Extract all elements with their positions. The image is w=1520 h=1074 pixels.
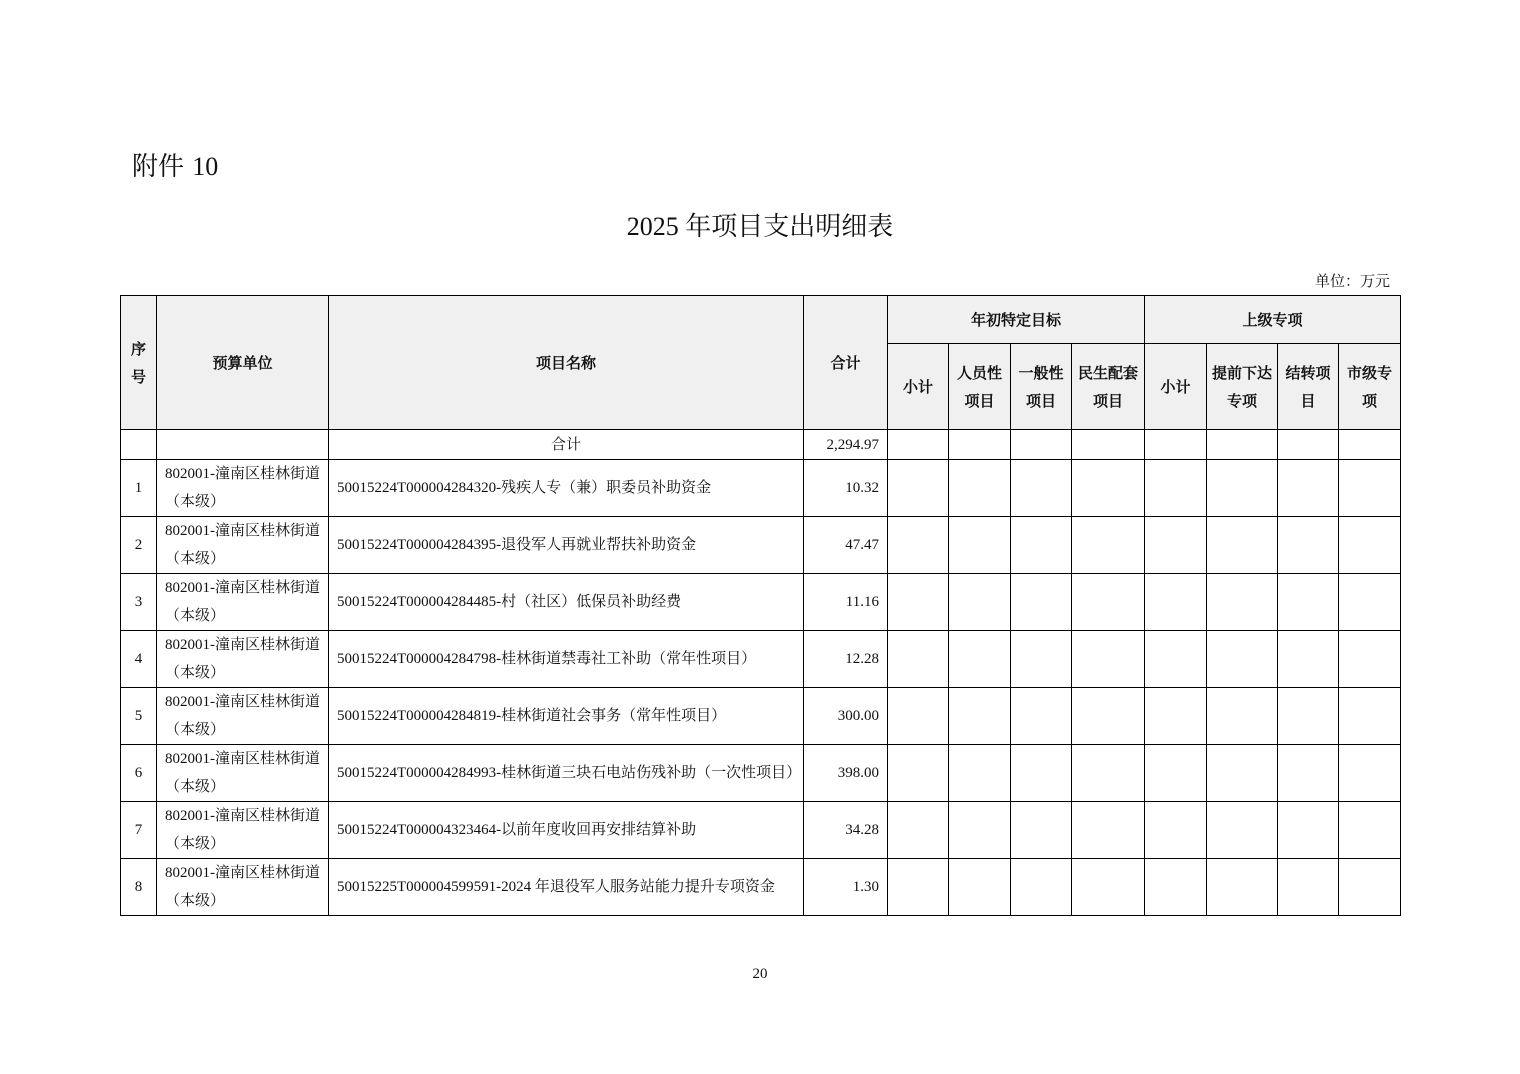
header-target-personnel: 人员性项目 [949, 344, 1011, 430]
row-project-name: 50015224T000004284798-桂林街道禁毒社工补助（常年性项目） [329, 631, 804, 688]
row-budget-unit: 802001-潼南区桂林街道（本级） [157, 517, 329, 574]
table-row [121, 859, 1401, 916]
row-project-name: 50015224T000004323464-以前年度收回再安排结算补助 [329, 802, 804, 859]
row-budget-unit: 802001-潼南区桂林街道（本级） [157, 574, 329, 631]
unit-label: 单位：万元 [1314, 274, 1390, 290]
row-budget-unit: 802001-潼南区桂林街道（本级） [157, 631, 329, 688]
row-seq: 6 [121, 745, 157, 802]
row-amount: 11.16 [804, 574, 888, 631]
header-project-name: 项目名称 [329, 296, 804, 430]
row-project-name: 50015224T000004284320-残疾人专（兼）职委员补助资金 [329, 460, 804, 517]
row-amount: 34.28 [804, 802, 888, 859]
header-special-advance: 提前下达专项 [1207, 344, 1278, 430]
header-target-general: 一般性项目 [1011, 344, 1072, 430]
page-title: 2025 年项目支出明细表 [626, 212, 894, 241]
row-budget-unit: 802001-潼南区桂林街道（本级） [157, 688, 329, 745]
row-amount: 12.28 [804, 631, 888, 688]
table-row [121, 517, 1401, 574]
header-special-subtotal: 小计 [1145, 344, 1207, 430]
row-project-name: 50015224T000004284395-退役军人再就业帮扶补助资金 [329, 517, 804, 574]
total-amount: 2,294.97 [804, 430, 888, 460]
header-budget-unit: 预算单位 [157, 296, 329, 430]
table-row [121, 745, 1401, 802]
table-row [121, 631, 1401, 688]
header-special-carryover: 结转项目 [1278, 344, 1339, 430]
row-amount: 300.00 [804, 688, 888, 745]
page-number: 20 [752, 966, 768, 982]
row-project-name: 50015224T000004284993-桂林街道三块石电站伤残补助（一次性项目） [329, 745, 804, 802]
row-seq: 8 [121, 859, 157, 916]
row-project-name: 50015224T000004284485-村（社区）低保员补助经费 [329, 574, 804, 631]
row-budget-unit: 802001-潼南区桂林街道（本级） [157, 859, 329, 916]
total-seq-cell [121, 430, 157, 460]
attachment-number: 10 [192, 152, 219, 181]
table-row [121, 802, 1401, 859]
row-amount: 47.47 [804, 517, 888, 574]
header-target-livelihood: 民生配套项目 [1072, 344, 1145, 430]
header-total: 合计 [804, 296, 888, 430]
total-unit-cell [157, 430, 329, 460]
header-row-1 [121, 296, 1401, 344]
attachment-label [132, 146, 218, 183]
row-amount: 398.00 [804, 745, 888, 802]
row-seq: 2 [121, 517, 157, 574]
header-group-target: 年初特定目标 [888, 296, 1145, 344]
header-special-city: 市级专项 [1339, 344, 1401, 430]
row-seq: 4 [121, 631, 157, 688]
row-budget-unit: 802001-潼南区桂林街道（本级） [157, 802, 329, 859]
header-group-special: 上级专项 [1145, 296, 1401, 344]
row-amount: 10.32 [804, 460, 888, 517]
project-expenditure-table [120, 295, 1401, 916]
row-amount: 1.30 [804, 859, 888, 916]
total-label: 合计 [329, 430, 804, 460]
total-row [121, 430, 1401, 460]
table-row [121, 688, 1401, 745]
attachment-word: 附件 [132, 152, 185, 182]
row-seq: 3 [121, 574, 157, 631]
table-row [121, 574, 1401, 631]
row-project-name: 50015224T000004284819-桂林街道社会事务（常年性项目） [329, 688, 804, 745]
row-budget-unit: 802001-潼南区桂林街道（本级） [157, 460, 329, 517]
header-target-subtotal: 小计 [888, 344, 949, 430]
row-seq: 5 [121, 688, 157, 745]
row-seq: 7 [121, 802, 157, 859]
row-budget-unit: 802001-潼南区桂林街道（本级） [157, 745, 329, 802]
table-row [121, 460, 1401, 517]
header-seq: 序号 [121, 296, 157, 430]
row-project-name: 50015225T000004599591-2024 年退役军人服务站能力提升专项资金 [329, 859, 804, 916]
row-seq: 1 [121, 460, 157, 517]
